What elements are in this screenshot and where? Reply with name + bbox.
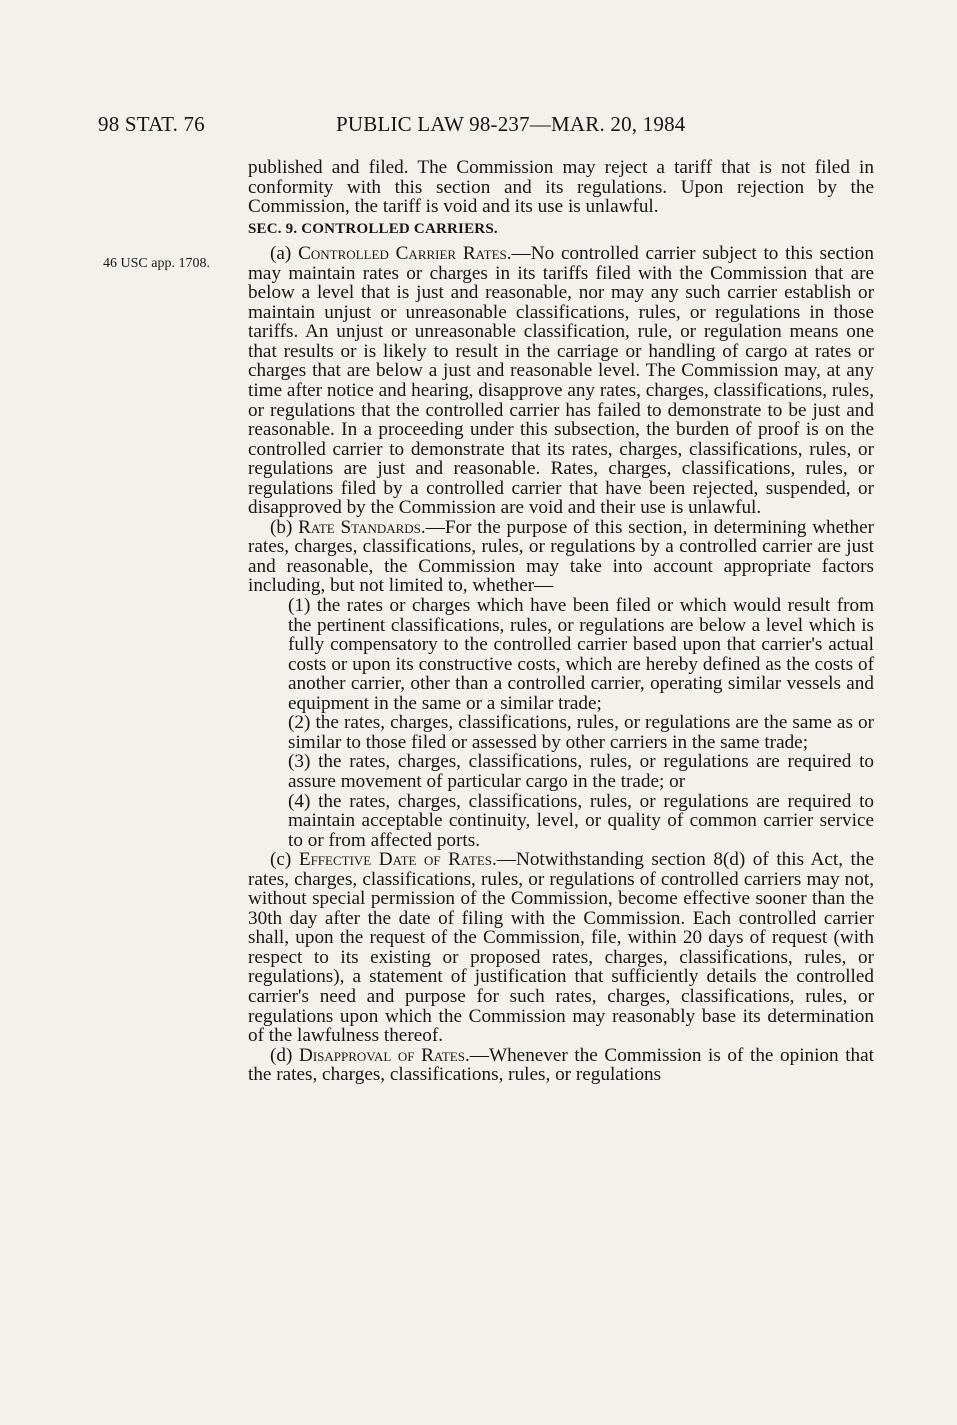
subsection-c-label: (c): [270, 849, 292, 871]
subsection-b-text: —For the purpose of this section, in determining whether rates, charges, classifications, rules, or regulations by a controlled carrier are just and reasonable, the Commission may take into account appropriate factors including, but not limited to, whether—: [248, 516, 875, 597]
subsection-b-title: Rate Standards.: [298, 516, 426, 538]
subsection-a: [248, 244, 874, 518]
statute-page-reference: 98 STAT. 76: [98, 112, 205, 136]
subsection-b-item-1: (1) the rates or charges which have been filed or which would result from the pertinent classifications, rules, or regulations are below a level which is fully compensatory to the controlled carrier based upon that carrier's actual costs or upon its constructive costs, which are hereby defined as the costs of another carrier, other than a controlled carrier, operating similar vessels and equipment in the same or a similar trade;: [288, 595, 874, 714]
subsection-b-item-3: (3) the rates, charges, classifications, rules, or regulations are required to assure movement of particular cargo in the trade; or: [288, 751, 874, 792]
subsection-d-title: Disapproval of Rates.: [298, 1044, 470, 1066]
subsection-c-text: —Notwithstanding section 8(d) of this Act, the rates, charges, classifications, rules, or regulations of controlled carriers may not, without special permission of the Commission, become effective sooner than the 30th day after the date of filing with the Commission. Each controlled carrier shall, upon the request of the Commission, file, within 20 days of request (with respect to its existing or proposed rates, charges, classifications, rules, or regulations), a statement of justification that sufficiently details the controlled carrier's need and purpose for such rates, charges, classifications, rules, or regulations upon which the Commission may reasonably base its determination of the lawfulness thereof.: [248, 849, 874, 1047]
margin-citation-note: 46 USC app. 1708.: [103, 256, 210, 271]
subsection-d-text: —Whenever the Commission is of the opinion that the rates, charges, classifications, rules, or regulations: [248, 1044, 875, 1086]
subsection-c-title: Effective Date of Rates.: [298, 849, 497, 871]
subsection-a-label: (a): [270, 243, 292, 265]
public-law-title: PUBLIC LAW 98-237—MAR. 20, 1984: [336, 112, 686, 136]
continuation-paragraph: published and filed. The Commission may reject a tariff that is not filed in conformity with this section and its regulations. Upon rejection by the Commission, the tariff is void and its use is unlawful.: [248, 157, 874, 218]
subsection-b-item-2: (2) the rates, charges, classifications, rules, or regulations are the same as or similar to those filed or assessed by other carriers in the same trade;: [288, 712, 874, 753]
page-header: [98, 112, 748, 142]
subsection-b-label: (b): [270, 516, 293, 538]
subsection-a-text: —No controlled carrier subject to this section may maintain rates or charges in its tariffs filed with the Commission that are below a level that is just and reasonable, nor may any such carrier establish or maintain unjust or unreasonable classifications, rules, or regulations in those tariffs. An unjust or unreasonable classification, rule, or regulation means one that results or is likely to result in the carriage or handling of cargo at rates or charges that are below a just and reasonable level. The Commission may, at any time after notice and hearing, disapprove any rates, charges, classifications, rules, or regulations that the controlled carrier has failed to demonstrate to be just and reasonable. In a proceeding under this subsection, the burden of proof is on the controlled carrier to demonstrate that its rates, charges, classifications, rules, or regulations are just and reasonable. Rates, charges, classifications, rules, or regulations filed by a controlled carrier that have been rejected, suspended, or disapproved by the Commission are void and their use is unlawful.: [248, 243, 874, 519]
subsection-a-title: Controlled Carrier Rates.: [298, 243, 512, 265]
subsection-d: [248, 1046, 874, 1085]
section-heading: SEC. 9. CONTROLLED CARRIERS.: [248, 220, 498, 237]
document-body: [248, 158, 874, 1085]
subsection-c: [248, 850, 874, 1045]
subsection-d-label: (d): [270, 1044, 293, 1066]
subsection-b: [248, 518, 874, 596]
subsection-b-item-4: (4) the rates, charges, classifications, rules, or regulations are required to maintain acceptable continuity, level, or quality of common carrier service to or from affected ports.: [288, 790, 874, 851]
